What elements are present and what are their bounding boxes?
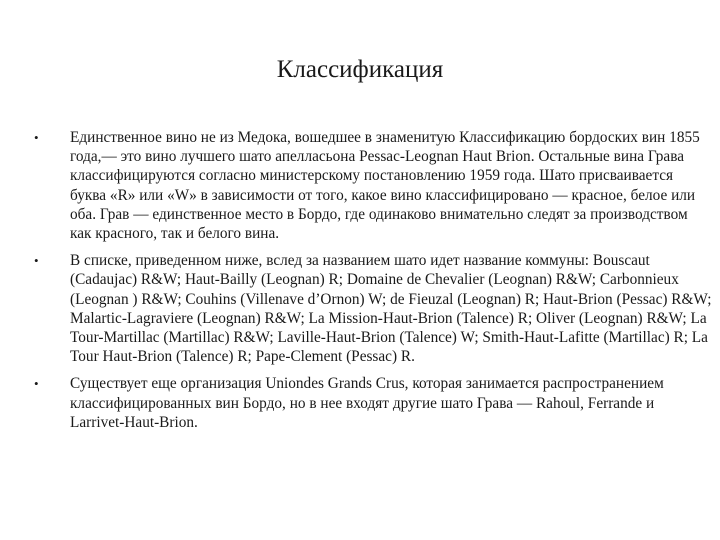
bullet-icon: • bbox=[34, 130, 39, 145]
bullet-icon: • bbox=[34, 376, 39, 392]
bullet-text: В списке, приведенном ниже, вслед за названием шато идет название коммуны: Bouscaut (Cadaujac) R&W; Haut-Bailly (Leognan) R; Domaine de Chevalier (Leognan) R&W; Carbonnieux (Leognan ) R&W; Couhins (Villenave d’Ornon) W; de Fieuzal (Leognan) R; Haut-Brion (Pessac) R&W; Malartic-Lagraviere (Leognan) R&W; La Mission-Haut-Brion (Talence) R; Oliver (Leognan) R&W; La Tour-Martillac (Martillac) R&W; Laville-Haut-Brion (Talence) W; Smith-Haut-Lafitte (Martillac) R; La Tour Haut-Brion (Talence) R; Pape-Clement (Pessac) R. bbox=[70, 252, 712, 366]
bullet-text: Существует еще организация Uniondes Grands Crus, которая занимается распространением классифицированных вин Бордо, но в нее входят другие шато Грава — Rahoul, Ferrande и Larrivet-Haut-Brion. bbox=[70, 375, 664, 431]
bullet-icon: • bbox=[34, 253, 39, 269]
bullet-text: Единственное вино не из Медока, вошедшее в знаменитую Классификацию бордоских вин 1855 года,— это вино лучшего шато апелласьона Pessac-Leognan Haut Brion. Остальные вина Грава классифицируются согласно министерскому постановлению 1959 года. Шато присваивается буква «R» или «W» в зависимости от того, какое вино классифицировано — красное, белое или оба. Грав — единственное место в Бордо, где одинаково внимательно следят за производством как красного, так и белого вина. bbox=[70, 129, 700, 243]
bullet-item-chateau-list bbox=[34, 251, 712, 366]
bullet-list bbox=[34, 128, 712, 440]
slide-title: Классификация bbox=[276, 56, 444, 83]
bullet-item-union-grands-crus bbox=[34, 374, 712, 432]
bullet-item-classification-1855 bbox=[34, 128, 712, 243]
